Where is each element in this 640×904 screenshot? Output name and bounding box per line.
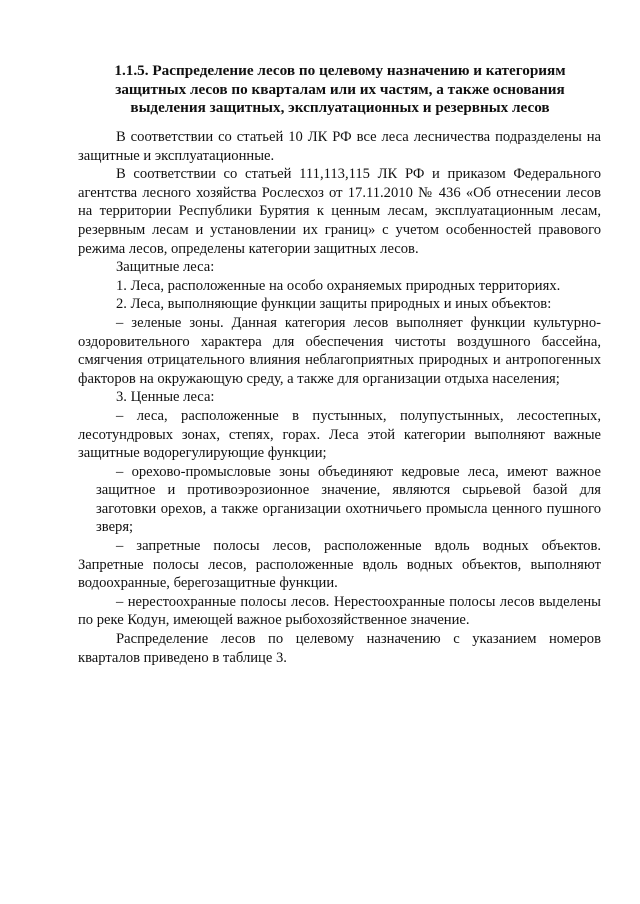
heading-line-2: защитных лесов по кварталам или их частям, а также основания (115, 80, 565, 98)
document-body (78, 128, 601, 667)
heading-line-3: выделения защитных, эксплуатационных и резервных лесов (130, 99, 550, 116)
paragraph-spawning-strips: – нерестоохранные полосы лесов. Нерестоохранные полосы лесов выделены по реке Кодун, имеющей важное рыбохозяйственное значение. (78, 593, 601, 629)
paragraph-legal-basis: В соответствии со статьей 111,113,115 ЛК РФ и приказом Федерального агентства лесного хозяйства Рослесхоз от 17.11.2010 № 436 «Об отнесении лесов на территории Республики Бурятия к ценным лесам, эксплуатационным лесам, резервным лесам и установлении их границ» с учетом особенностей правового режима лесов, определены категории защитных лесов. (78, 166, 601, 257)
list-item-1: 1. Леса, расположенные на особо охраняемых природных территориях. (116, 277, 561, 294)
list-item-3: 3. Ценные леса: (116, 389, 215, 406)
paragraph-arid-zones: – леса, расположенные в пустынных, полупустынных, лесостепных, лесотундровых зонах, степях, горах. Леса этой категории выполняют важные защитные водорегулирующие функции; (78, 407, 601, 462)
paragraph-table-reference: Распределение лесов по целевому назначению с указанием номеров кварталов приведено в таблице 3. (78, 631, 601, 666)
heading-line-1: 1.1.5. Распределение лесов по целевому назначению и категориям (114, 62, 566, 79)
section-heading (80, 62, 600, 118)
paragraph-restricted-strips: – запретные полосы лесов, расположенные вдоль водных объектов. Запретные полосы лесов, расположенные вдоль водных объектов, выполняют водоохранные, берегозащитные функции. (78, 538, 601, 592)
paragraph-protective-forests-label: Защитные леса: (116, 259, 215, 276)
list-item-2: 2. Леса, выполняющие функции защиты природных и иных объектов: (116, 296, 552, 313)
paragraph-nut-zones: – орехово-промысловые зоны объединяют кедровые леса, имеют важное защитное и противоэрозионное значение, являются сырьевой базой для заготовки орехов, а также организации охотничьего промысла ценного пушного зверя; (96, 463, 601, 536)
paragraph-green-zones: – зеленые зоны. Данная категория лесов выполняет функции культурно-оздоровительного характера для обеспечения чистоты воздушного бассейна, смягчения отрицательного влияния неблагоприятных природных и антропогенных факторов на окружающую среду, а также для организации отдыха населения; (78, 314, 601, 387)
paragraph-forest-division: В соответствии со статьей 10 ЛК РФ все леса лесничества подразделены на защитные и эксплуатационные. (78, 129, 601, 164)
